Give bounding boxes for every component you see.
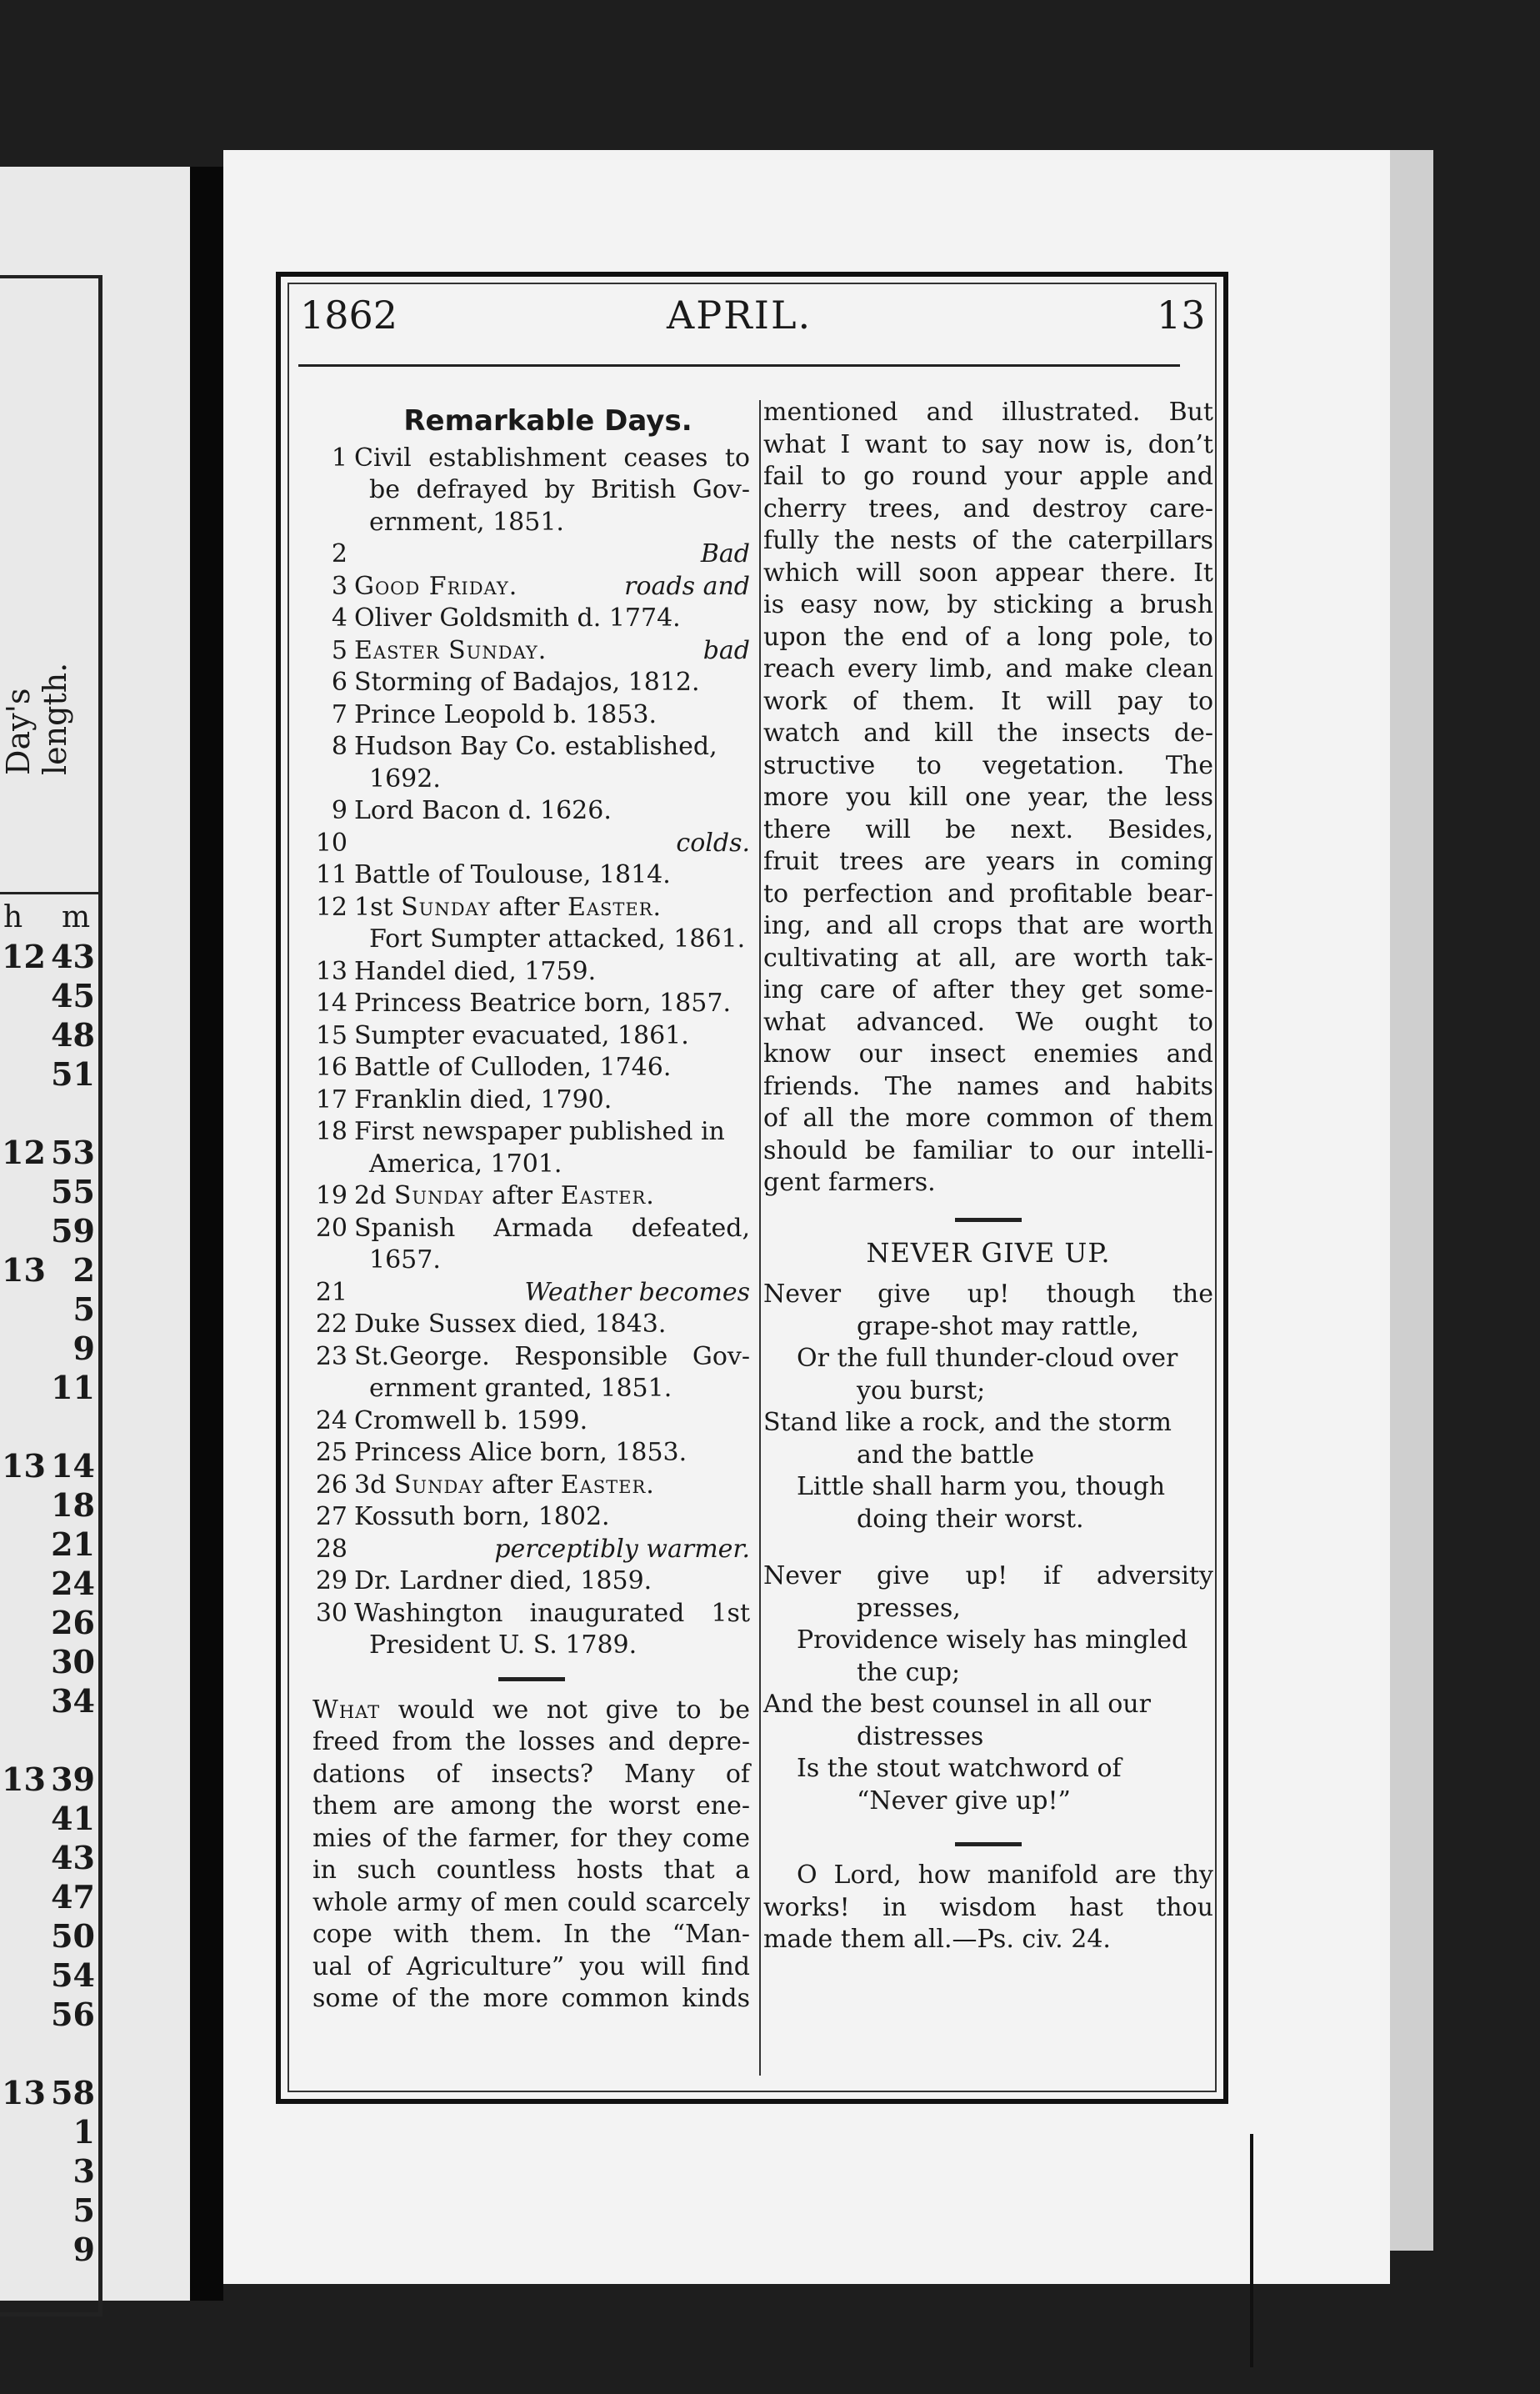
- day-event-line: Cromwell b. 1599.: [354, 1405, 588, 1435]
- day-entry-8: [312, 731, 750, 795]
- poem-line: “Never give up!”: [857, 1785, 1071, 1816]
- day-length-row: [0, 1369, 98, 1408]
- day-entry-14: [312, 988, 750, 1020]
- day-length-minutes: 34: [51, 1682, 95, 1720]
- day-length-row: [0, 1839, 98, 1878]
- day-length-minutes: 9: [72, 1330, 95, 1367]
- days-length-label: Day's length.: [0, 662, 73, 775]
- day-event-line: Princess Beatrice born, 1857.: [354, 989, 731, 1018]
- day-length-minutes: 43: [51, 938, 95, 975]
- day-length-row: [0, 1251, 98, 1290]
- day-length-row: [0, 1800, 98, 1839]
- day-length-minutes: 3: [72, 2152, 95, 2190]
- day-event-line: Battle of Toulouse, 1814.: [354, 860, 671, 889]
- day-event-line: 3d Sunday after Easter.: [354, 1470, 655, 1500]
- article-line: is easy now, by sticking a brush: [763, 590, 1213, 619]
- day-entry-5: [312, 635, 750, 668]
- day-entry-7: [312, 699, 750, 732]
- poem-line: Or the full thunder-cloud over: [797, 1344, 1178, 1373]
- day-length-minutes: 45: [51, 977, 95, 1014]
- day-number: 12: [315, 892, 348, 922]
- day-entry-21: [312, 1277, 750, 1310]
- article-line: What would we not give to be: [312, 1695, 750, 1725]
- day-length-minutes: 5: [72, 1290, 95, 1328]
- article-line: more you kill one year, the less: [763, 783, 1213, 812]
- day-length-hours: 12: [2, 938, 46, 975]
- day-length-minutes: 53: [51, 1134, 95, 1171]
- day-event-line: ernment, 1851.: [369, 507, 564, 537]
- article-line: fully the nests of the caterpillars: [763, 526, 1213, 555]
- day-length-row: [0, 2035, 98, 2074]
- day-event-line: Good Friday.: [354, 571, 518, 601]
- article-line: friends. The names and habits: [763, 1071, 1213, 1101]
- day-length-row: [0, 1525, 98, 1565]
- poem-line: Stand like a rock, and the storm: [763, 1408, 1172, 1437]
- weather-note: bad: [702, 635, 750, 665]
- day-entry-15: [312, 1020, 750, 1053]
- day-entry-3: [312, 571, 750, 604]
- page-number: 13: [1157, 293, 1206, 338]
- day-entry-9: [312, 795, 750, 828]
- day-length-row: [0, 1173, 98, 1212]
- article-line: cope with them. In the “Man-: [312, 1920, 750, 1949]
- day-length-row: [0, 2113, 98, 2152]
- article-line: whole army of men could scarcely: [312, 1887, 750, 1917]
- article-line: know our insect enemies and: [763, 1039, 1213, 1069]
- poem-line: Little shall harm you, though: [797, 1472, 1166, 1501]
- day-length-row: [0, 938, 98, 977]
- day-event-line: 2d Sunday after Easter.: [354, 1181, 655, 1210]
- day-length-minutes: 26: [51, 1604, 95, 1641]
- right-column: [763, 397, 1213, 1956]
- article-line: should be familiar to our intelli-: [763, 1135, 1213, 1165]
- article-line: which will soon appear there. It: [763, 558, 1213, 588]
- day-length-minutes: 11: [51, 1369, 95, 1406]
- day-length-row: [0, 977, 98, 1016]
- poem-line: Never give up! though the: [763, 1280, 1213, 1309]
- day-entry-18: [312, 1116, 750, 1180]
- day-event-line: Franklin died, 1790.: [354, 1084, 612, 1114]
- day-length-row: [0, 1760, 98, 1800]
- day-event-line: Storming of Badajos, 1812.: [354, 668, 700, 697]
- day-number: 18: [315, 1117, 348, 1146]
- day-event-line: 1692.: [369, 764, 441, 794]
- day-entry-24: [312, 1405, 750, 1438]
- day-number: 20: [315, 1213, 348, 1243]
- verse-line: works! in wisdom hast thou: [763, 1892, 1213, 1922]
- day-number: 28: [315, 1534, 348, 1564]
- day-number: 24: [315, 1405, 348, 1435]
- day-event-line: Sumpter evacuated, 1861.: [354, 1020, 689, 1050]
- day-event-line: be defrayed by British Gov-: [369, 475, 750, 504]
- day-entry-16: [312, 1052, 750, 1084]
- day-length-minutes: 21: [51, 1525, 95, 1563]
- poem-line: and the battle: [857, 1440, 1035, 1470]
- day-number: 10: [315, 828, 348, 858]
- section-dash: [955, 1218, 1022, 1222]
- day-length-minutes: 14: [51, 1447, 95, 1485]
- poem-stanza: [763, 1279, 1213, 1535]
- day-length-row: [0, 1996, 98, 2035]
- column-divider: [759, 400, 761, 2076]
- article-line: fruit trees are years in coming: [763, 847, 1213, 876]
- day-entry-28: [312, 1534, 750, 1566]
- day-length-row: [0, 2074, 98, 2113]
- day-event-line: 1st Sunday after Easter.: [354, 892, 662, 922]
- day-number: 21: [315, 1277, 348, 1307]
- insects-article-start: [312, 1695, 750, 2016]
- day-event-line: Dr. Lardner died, 1859.: [354, 1566, 652, 1595]
- poem-line: Never give up! if adversity: [763, 1561, 1213, 1590]
- day-length-minutes: 9: [72, 2231, 95, 2268]
- day-length-row: [0, 1917, 98, 1956]
- day-number: 22: [315, 1310, 348, 1339]
- day-length-row: [0, 1330, 98, 1369]
- day-length-hours: 12: [2, 1134, 46, 1171]
- day-event-line: Fort Sumpter attacked, 1861.: [369, 924, 746, 954]
- day-event-line: St.George. Responsible Gov-: [354, 1341, 750, 1371]
- day-entry-6: [312, 667, 750, 699]
- day-number: 25: [315, 1438, 348, 1467]
- day-entry-29: [312, 1565, 750, 1598]
- poem-line: you burst;: [857, 1375, 986, 1405]
- weather-note: roads and: [624, 571, 750, 601]
- day-length-row: [0, 1486, 98, 1525]
- poem-line: Providence wisely has mingled: [797, 1625, 1188, 1655]
- page-edge: [1390, 150, 1433, 2251]
- article-line: fail to go round your apple and: [763, 462, 1213, 491]
- day-entry-30: [312, 1598, 750, 1662]
- day-number: 6: [331, 668, 348, 697]
- day-entry-25: [312, 1437, 750, 1470]
- day-event-line: Oliver Goldsmith d. 1774.: [354, 604, 681, 633]
- day-length-row: [0, 1565, 98, 1604]
- day-entry-20: [312, 1213, 750, 1277]
- day-length-minutes: 58: [51, 2074, 95, 2111]
- day-length-row: [0, 1643, 98, 1682]
- article-line: what I want to say now is, don’t: [763, 429, 1213, 459]
- day-event-line: Princess Alice born, 1853.: [354, 1438, 688, 1467]
- day-length-minutes: 24: [51, 1565, 95, 1602]
- left-column: [312, 398, 750, 2016]
- day-length-row: [0, 1055, 98, 1094]
- poem-title: NEVER GIVE UP.: [866, 1236, 1111, 1269]
- day-entry-2: [312, 538, 750, 571]
- day-length-hours: 13: [2, 1447, 46, 1485]
- remarkable-days-title: Remarkable Days.: [403, 404, 692, 438]
- article-line: mentioned and illustrated. But: [763, 398, 1213, 427]
- day-length-minutes: 5: [72, 2191, 95, 2229]
- day-event-line: Hudson Bay Co. established,: [354, 732, 718, 761]
- weather-note: perceptibly warmer.: [494, 1534, 750, 1564]
- day-event-line: Kossuth born, 1802.: [354, 1502, 610, 1531]
- day-length-row: [0, 1604, 98, 1643]
- day-number: 3: [331, 571, 348, 601]
- day-length-minutes: 2: [72, 1251, 95, 1289]
- day-number: 7: [331, 699, 348, 729]
- hours-label: h: [3, 900, 23, 934]
- day-entry-4: [312, 603, 750, 635]
- day-length-hours: 13: [2, 1760, 46, 1798]
- article-line: of all the more common of them: [763, 1104, 1213, 1133]
- day-event-line: Washington inaugurated 1st: [354, 1598, 750, 1628]
- article-line: mies of the farmer, for they come: [312, 1823, 750, 1853]
- day-number: 14: [315, 989, 348, 1018]
- day-length-minutes: 47: [51, 1878, 95, 1916]
- day-entry-1: [312, 443, 750, 539]
- article-line: some of the more common kinds: [312, 1984, 750, 2013]
- day-number: 15: [315, 1020, 348, 1050]
- day-event-line: Prince Leopold b. 1853.: [354, 699, 658, 729]
- day-event-line: Spanish Armada defeated,: [354, 1213, 750, 1243]
- day-event-line: President U. S. 1789.: [369, 1630, 638, 1660]
- article-line: ing, and all crops that are worth: [763, 911, 1213, 940]
- days-length-column: [0, 938, 98, 2270]
- poem-body: [763, 1279, 1213, 1817]
- article-line: watch and kill the insects de-: [763, 719, 1213, 748]
- day-length-minutes: 1: [72, 2113, 95, 2151]
- weather-note: colds.: [676, 828, 750, 858]
- day-length-row: [0, 1956, 98, 1996]
- poem-stanza: [763, 1560, 1213, 1817]
- poem-line: the cup;: [857, 1657, 961, 1687]
- day-length-hours: 13: [2, 2074, 46, 2111]
- article-line: to perfection and profitable bear-: [763, 879, 1213, 909]
- day-length-row: [0, 1290, 98, 1330]
- day-length-row: [0, 1878, 98, 1917]
- day-length-minutes: 43: [51, 1839, 95, 1876]
- next-page-rule: [1250, 2134, 1253, 2367]
- day-entry-23: [312, 1341, 750, 1405]
- day-number: 30: [315, 1598, 348, 1628]
- article-line: upon the end of a long pole, to: [763, 622, 1213, 652]
- day-length-row: [0, 1682, 98, 1721]
- day-number: 5: [331, 635, 348, 665]
- article-line: reach every limb, and make clean: [763, 654, 1213, 684]
- day-entry-11: [312, 859, 750, 892]
- day-length-row: [0, 1016, 98, 1055]
- verse-line: made them all.—Ps. civ. 24.: [763, 1925, 1111, 1954]
- day-number: 11: [315, 860, 348, 889]
- day-length-minutes: 54: [51, 1956, 95, 1994]
- day-length-minutes: 56: [51, 1996, 95, 2033]
- day-event-line: 1657.: [369, 1245, 441, 1275]
- book-gutter: [190, 167, 223, 2301]
- weather-note: Weather becomes: [524, 1277, 750, 1307]
- day-length-minutes: 30: [51, 1643, 95, 1680]
- day-event-line: Battle of Culloden, 1746.: [354, 1053, 672, 1082]
- day-length-minutes: 48: [51, 1016, 95, 1054]
- day-length-minutes: 59: [51, 1212, 95, 1250]
- day-number: 23: [315, 1341, 348, 1371]
- day-event-line: Civil establishment ceases to: [354, 443, 750, 473]
- article-line: work of them. It will pay to: [763, 686, 1213, 716]
- day-entry-19: [312, 1180, 750, 1213]
- article-line: there will be next. Besides,: [763, 814, 1213, 844]
- day-number: 19: [315, 1181, 348, 1210]
- day-event-line: Lord Bacon d. 1626.: [354, 796, 612, 825]
- day-length-row: [0, 1094, 98, 1134]
- insects-article-continued: [763, 397, 1213, 1200]
- weather-note: Bad: [700, 539, 750, 568]
- day-event-line: Handel died, 1759.: [354, 956, 597, 986]
- day-entry-17: [312, 1084, 750, 1117]
- header-year: 1862: [300, 293, 398, 338]
- day-entry-22: [312, 1309, 750, 1341]
- day-number: 9: [331, 796, 348, 825]
- poem-line: grape-shot may rattle,: [857, 1311, 1139, 1341]
- day-event-line: Easter Sunday.: [354, 635, 548, 665]
- day-length-minutes: 41: [51, 1800, 95, 1837]
- day-entry-10: [312, 828, 750, 860]
- day-length-row: [0, 2191, 98, 2231]
- day-event-line: ernment granted, 1851.: [369, 1374, 672, 1403]
- article-line: gent farmers.: [763, 1168, 936, 1197]
- bible-verse: [763, 1860, 1213, 1956]
- article-line: ual of Agriculture” you will find: [312, 1951, 750, 1981]
- verse-line: O Lord, how manifold are thy: [797, 1861, 1213, 1890]
- day-length-row: [0, 2152, 98, 2191]
- poem-line: Is the stout watchword of: [797, 1754, 1122, 1783]
- day-number: 29: [315, 1566, 348, 1595]
- day-length-row: [0, 2231, 98, 2270]
- day-event-line: America, 1701.: [369, 1149, 562, 1179]
- article-line: them are among the worst ene-: [312, 1791, 750, 1821]
- day-number: 8: [331, 732, 348, 761]
- article-line: structive to vegetation. The: [763, 750, 1213, 780]
- article-line: what advanced. We ought to: [763, 1007, 1213, 1037]
- minutes-label: m: [62, 900, 91, 934]
- article-line: ing care of after they get some-: [763, 975, 1213, 1004]
- day-length-minutes: 18: [51, 1486, 95, 1524]
- day-entry-12: [312, 892, 750, 956]
- poem-line: And the best counsel in all our: [763, 1690, 1151, 1719]
- day-length-minutes: 50: [51, 1917, 95, 1955]
- day-length-row: [0, 1721, 98, 1760]
- day-number: 4: [331, 604, 348, 633]
- day-length-minutes: 39: [51, 1760, 95, 1798]
- day-entry-27: [312, 1501, 750, 1534]
- day-number: 16: [315, 1053, 348, 1082]
- section-dash: [955, 1842, 1022, 1846]
- day-number: 27: [315, 1502, 348, 1531]
- poem-line: distresses: [857, 1721, 984, 1751]
- article-line: cultivating at all, are worth tak-: [763, 943, 1213, 973]
- day-number: 17: [315, 1084, 348, 1114]
- day-length-row: [0, 1408, 98, 1447]
- days-length-header: [0, 659, 98, 894]
- article-line: dations of insects? Many of: [312, 1759, 750, 1789]
- day-event-line: Duke Sussex died, 1843.: [354, 1310, 667, 1339]
- day-number: 2: [331, 539, 348, 568]
- day-length-row: [0, 1212, 98, 1251]
- previous-page-fragment: [0, 167, 190, 2301]
- section-dash: [498, 1677, 565, 1681]
- article-line: freed from the losses and depre-: [312, 1727, 750, 1756]
- poem-line: doing their worst.: [857, 1504, 1084, 1534]
- day-event-line: First newspaper published in: [354, 1117, 725, 1146]
- day-entry-26: [312, 1470, 750, 1502]
- article-line: cherry trees, and destroy care-: [763, 493, 1213, 523]
- day-length-minutes: 55: [51, 1173, 95, 1210]
- day-length-hours: 13: [2, 1251, 46, 1289]
- poem-line: presses,: [857, 1593, 961, 1623]
- remarkable-days-list: [312, 443, 750, 1662]
- header-month: APRIL.: [667, 293, 812, 338]
- day-length-minutes: 51: [51, 1055, 95, 1093]
- day-length-row: [0, 1447, 98, 1486]
- article-line: in such countless hosts that a: [312, 1856, 750, 1885]
- header-rule: [298, 364, 1180, 367]
- day-length-row: [0, 1134, 98, 1173]
- day-number: 13: [315, 956, 348, 986]
- day-number: 1: [331, 443, 348, 473]
- day-entry-13: [312, 956, 750, 989]
- day-number: 26: [315, 1470, 348, 1500]
